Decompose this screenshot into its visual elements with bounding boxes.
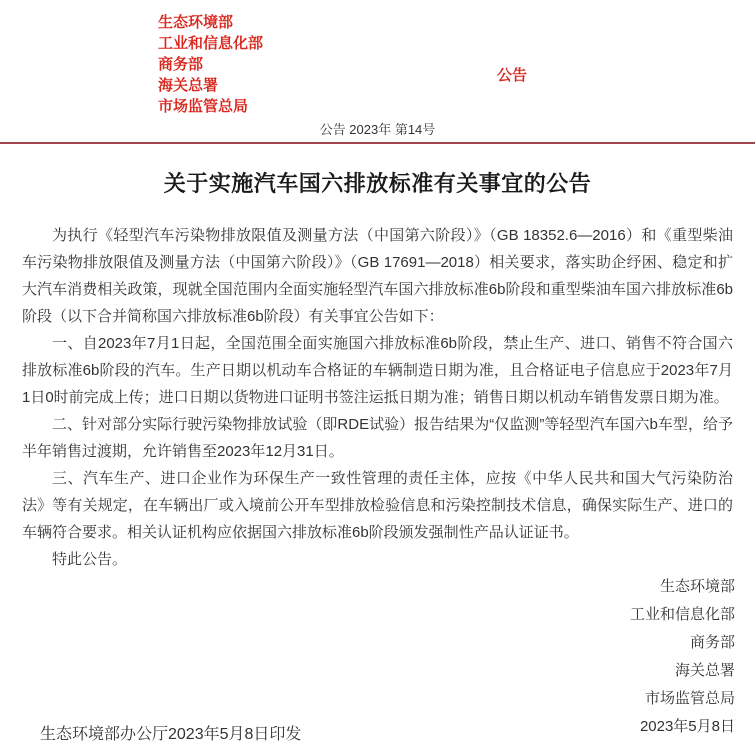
closing-line: 特此公告。 [52, 551, 128, 568]
signature-agency: 市场监管总局 [644, 690, 735, 707]
signature-agency: 工业和信息化部 [629, 606, 735, 623]
signature-agency: 海关总署 [674, 662, 735, 679]
body-paragraph: 三、汽车生产、进口企业作为环保生产一致性管理的责任主体，应按《中华人民共和国大气污染防治法》等有关规定，在车辆出厂或入境前公开车型排放检验信息和污染控制技术信息，确保实际生产、进口的车辆符合要求。相关认证机构应依据国六排放标准6b阶段颁发强制性产品认证证书。 [22, 470, 733, 541]
signature-date: 2023年5月8日 [639, 718, 735, 735]
issuing-agency-list [158, 12, 755, 117]
issuing-agency: 海关总署 [158, 77, 219, 94]
issuing-agency: 工业和信息化部 [158, 35, 264, 52]
document-body [22, 222, 733, 573]
issuing-agency: 市场监管总局 [158, 98, 249, 115]
body-paragraph: 二、针对部分实际行驶污染物排放试验（即RDE试验）报告结果为“仅监测”等轻型汽车国六b车型，给予半年销售过渡期，允许销售至2023年12月31日。 [22, 416, 733, 460]
signature-agency: 生态环境部 [659, 578, 735, 595]
announcement-label: 公告 [497, 67, 528, 84]
signature-block [0, 573, 735, 741]
document-number: 公告 2023年 第14号 [319, 122, 436, 137]
body-paragraph: 为执行《轻型汽车污染物排放限值及测量方法（中国第六阶段）》（GB 18352.6—2016）和《重型柴油车污染物排放限值及测量方法（中国第六阶段）》（GB 17691—2018）相关要求，落实助企纾困、稳定和扩大汽车消费相关政策，现就全国范围内全面实施轻型汽车国六排放标准6b阶段和重型柴油车国六排放标准6b阶段（以下合并简称国六排放标准6b阶段）有关事宜公告如下： [22, 227, 733, 325]
red-divider-line [0, 142, 755, 144]
issuing-agency: 商务部 [158, 56, 204, 73]
issuing-agency: 生态环境部 [158, 14, 234, 31]
signature-agency: 商务部 [689, 634, 735, 651]
body-paragraph: 一、自2023年7月1日起，全国范围全面实施国六排放标准6b阶段，禁止生产、进口、销售不符合国六排放标准6b阶段的汽车。生产日期以机动车合格证的车辆制造日期为准，且合格证电子信息应于2023年7月1日0时前完成上传；进口日期以货物进口证明书签注运抵日期为准；销售日期以机动车销售发票日期为准。 [22, 335, 733, 406]
document-title: 关于实施汽车国六排放标准有关事宜的公告 [163, 171, 592, 196]
print-footer: 生态环境部办公厅2023年5月8日印发 [40, 726, 302, 743]
document-header [0, 0, 755, 140]
